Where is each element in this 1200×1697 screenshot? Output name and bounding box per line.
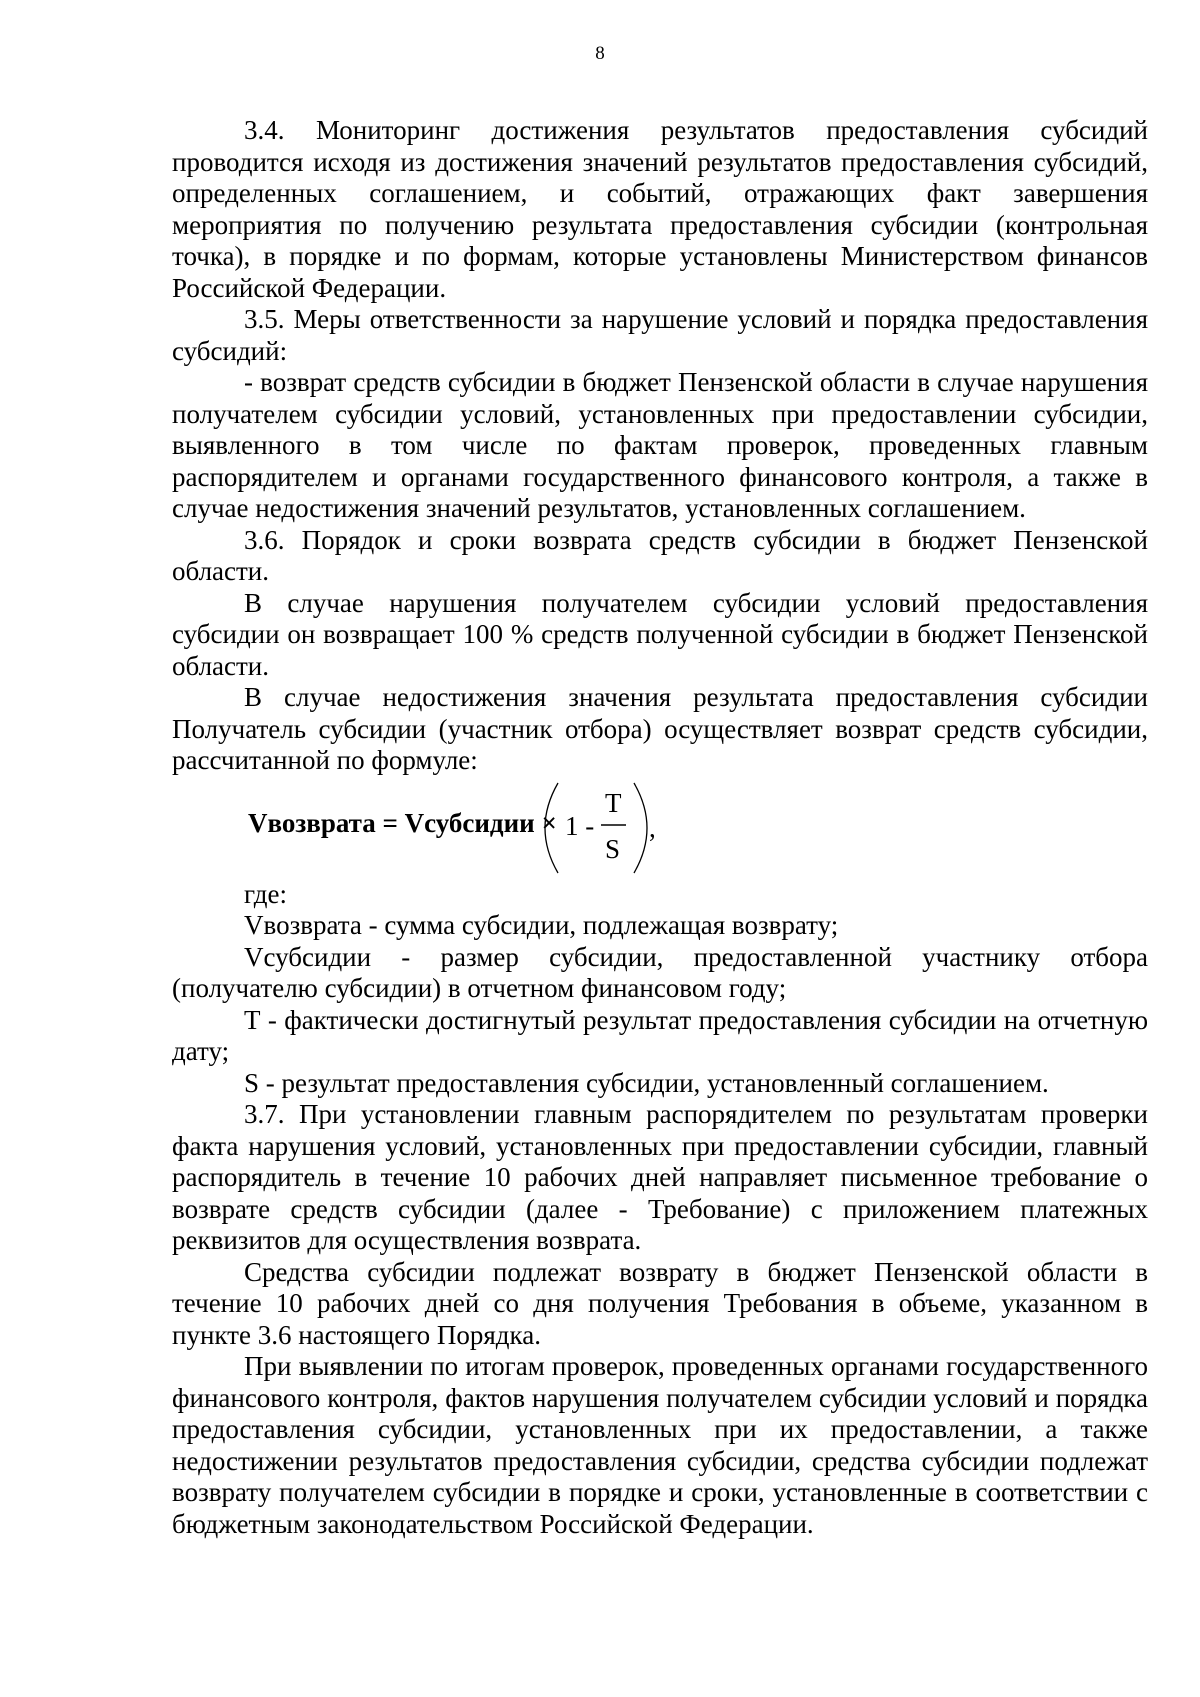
document-body <box>172 115 1148 1540</box>
formula-numerator: T <box>605 787 622 818</box>
definition-v-return: Vвозврата - сумма субсидии, подлежащая возврату; <box>244 910 839 940</box>
paragraph-3-5: 3.5. Меры ответственности за нарушение условий и порядка предоставления субсидий: <box>172 304 1148 366</box>
definition-t: Т - фактически достигнутый результат предоставления субсидии на отчетную дату; <box>172 1004 1148 1066</box>
formula-denominator: S <box>605 833 621 864</box>
paragraph-3-6-formula-intro: В случае недостижения значения результата предоставления субсидии Получатель субсидии (участник отбора) осуществляет возврат средств субсидии, рассчитанной по формуле: <box>172 682 1148 775</box>
right-parenthesis <box>634 783 647 873</box>
definitions-where: где: <box>244 878 287 909</box>
paragraph-3-4: 3.4. Мониторинг достижения результатов предоставления субсидий проводится исходя из достижения значений результатов предоставления субсидий, определенных соглашением, и событий, отражающих факт завершения мероприятия по получению результата предоставления субсидии (контрольная точка), в порядке и по формам, которые установлены Министерством финансов Российской Федерации. <box>172 115 1148 303</box>
paragraph-3-7-return-term: Средства субсидии подлежат возврату в бюджет Пензенской области в течение 10 рабочих дней со дня получения Требования в объеме, указанном в пункте 3.6 настоящего Порядка. <box>172 1256 1148 1350</box>
formula-trailing-comma: , <box>649 812 656 843</box>
paragraph-3-6-violation: В случае нарушения получателем субсидии условий предоставления субсидии он возвращает 100 % средств полученной субсидии в бюджет Пензенской области. <box>172 587 1148 681</box>
formula-one-minus: 1 - <box>565 810 595 841</box>
paragraph-3-5-item: - возврат средств субсидии в бюджет Пензенской области в случае нарушения получателем субсидии условий, установленных при предоставлении субсидии, выявленного в том числе по фактам проверок, проведенных главным распорядителем и органами государственного финансового контроля, а также в случае недостижения значений результатов, установленных соглашением. <box>172 367 1148 523</box>
paragraph-3-6: 3.6. Порядок и сроки возврата средств субсидии в бюджет Пензенской области. <box>172 524 1148 586</box>
return-formula <box>172 777 1148 879</box>
formula-lhs: Vвозврата = Vсубсидии × <box>248 807 557 838</box>
paragraph-3-7-control: При выявлении по итогам проверок, проведенных органами государственного финансового контроля, фактов нарушения получателем субсидии условий и порядка предоставления субсидии, установленных при их предоставлении, а также недостижении результатов предоставления субсидии, средства субсидии подлежат возврату получателем субсидии в порядке и сроки, установленные в соответствии с бюджетным законодательством Российской Федерации. <box>172 1351 1148 1539</box>
left-parenthesis <box>545 783 558 873</box>
definition-v-subsidy: Vсубсидии - размер субсидии, предоставленной участнику отбора (получателю субсидии) в отчетном финансовом году; <box>172 941 1148 1003</box>
definition-s: S - результат предоставления субсидии, установленный соглашением. <box>244 1067 1049 1098</box>
page-number: 8 <box>595 43 605 64</box>
paragraph-3-7: 3.7. При установлении главным распорядителем по результатам проверки факта нарушения условий, установленных при предоставлении субсидии, главный распорядитель в течение 10 рабочих дней направляет письменное требование о возврате средств субсидии (далее - Требование) с приложением платежных реквизитов для осуществления возврата. <box>172 1099 1148 1255</box>
formula-fraction-group <box>172 777 732 879</box>
